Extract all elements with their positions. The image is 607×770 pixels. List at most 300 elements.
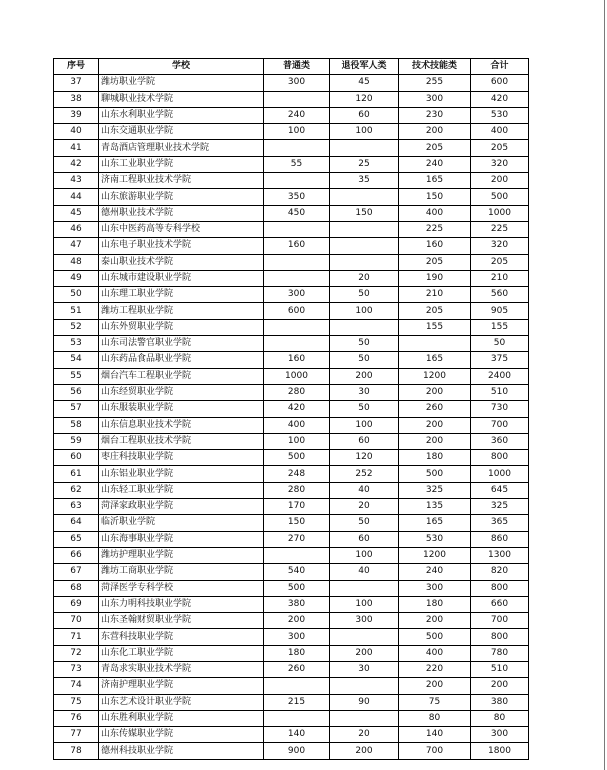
header-index: 序号 bbox=[54, 59, 99, 75]
cell-index: 59 bbox=[54, 433, 99, 449]
cell-technical: 165 bbox=[399, 173, 471, 189]
cell-index: 68 bbox=[54, 580, 99, 596]
cell-school: 山东艺术设计职业学院 bbox=[99, 694, 264, 710]
cell-total: 800 bbox=[471, 629, 529, 645]
cell-index: 56 bbox=[54, 384, 99, 400]
cell-general bbox=[264, 91, 330, 107]
cell-general bbox=[264, 254, 330, 270]
header-school: 学校 bbox=[99, 59, 264, 75]
cell-total: 510 bbox=[471, 661, 529, 677]
table-row bbox=[54, 303, 529, 319]
cell-index: 70 bbox=[54, 613, 99, 629]
cell-index: 64 bbox=[54, 515, 99, 531]
cell-veterans: 300 bbox=[330, 613, 399, 629]
cell-technical: 200 bbox=[399, 433, 471, 449]
cell-veterans bbox=[330, 238, 399, 254]
cell-technical: 300 bbox=[399, 580, 471, 596]
cell-general: 140 bbox=[264, 727, 330, 743]
cell-index: 46 bbox=[54, 221, 99, 237]
cell-total: 320 bbox=[471, 238, 529, 254]
cell-index: 63 bbox=[54, 499, 99, 515]
cell-general: 500 bbox=[264, 450, 330, 466]
cell-general: 300 bbox=[264, 287, 330, 303]
cell-technical: 300 bbox=[399, 91, 471, 107]
table-body bbox=[54, 75, 529, 759]
cell-index: 76 bbox=[54, 710, 99, 726]
table-row bbox=[54, 482, 529, 498]
cell-school: 潍坊护理职业学院 bbox=[99, 547, 264, 563]
cell-technical: 225 bbox=[399, 221, 471, 237]
cell-general: 380 bbox=[264, 596, 330, 612]
cell-general bbox=[264, 547, 330, 563]
cell-index: 52 bbox=[54, 319, 99, 335]
cell-total: 1800 bbox=[471, 743, 529, 759]
cell-veterans: 50 bbox=[330, 287, 399, 303]
cell-veterans bbox=[330, 678, 399, 694]
table-row bbox=[54, 270, 529, 286]
cell-veterans: 100 bbox=[330, 547, 399, 563]
cell-veterans: 40 bbox=[330, 482, 399, 498]
cell-total: 205 bbox=[471, 140, 529, 156]
cell-general bbox=[264, 336, 330, 352]
cell-technical: 400 bbox=[399, 205, 471, 221]
cell-index: 69 bbox=[54, 596, 99, 612]
page-edge-line bbox=[604, 0, 605, 770]
cell-school: 泰山职业技术学院 bbox=[99, 254, 264, 270]
cell-veterans: 200 bbox=[330, 368, 399, 384]
cell-veterans: 200 bbox=[330, 645, 399, 661]
cell-index: 40 bbox=[54, 124, 99, 140]
cell-school: 山东外贸职业学院 bbox=[99, 319, 264, 335]
cell-school: 山东圣翰财贸职业学院 bbox=[99, 613, 264, 629]
cell-veterans: 25 bbox=[330, 156, 399, 172]
admissions-plan-table bbox=[53, 58, 529, 760]
cell-school: 山东传媒职业学院 bbox=[99, 727, 264, 743]
cell-total: 1300 bbox=[471, 547, 529, 563]
cell-technical: 190 bbox=[399, 270, 471, 286]
cell-index: 66 bbox=[54, 547, 99, 563]
cell-veterans: 60 bbox=[330, 107, 399, 123]
cell-technical: 165 bbox=[399, 352, 471, 368]
cell-index: 53 bbox=[54, 336, 99, 352]
header-general: 普通类 bbox=[264, 59, 330, 75]
table-row bbox=[54, 173, 529, 189]
table-header-row bbox=[54, 59, 529, 75]
cell-total: 510 bbox=[471, 384, 529, 400]
cell-school: 山东胜利职业学院 bbox=[99, 710, 264, 726]
cell-total: 660 bbox=[471, 596, 529, 612]
cell-index: 45 bbox=[54, 205, 99, 221]
table-row bbox=[54, 417, 529, 433]
table-row bbox=[54, 254, 529, 270]
cell-index: 50 bbox=[54, 287, 99, 303]
cell-index: 71 bbox=[54, 629, 99, 645]
table-row bbox=[54, 287, 529, 303]
cell-veterans: 90 bbox=[330, 694, 399, 710]
cell-index: 43 bbox=[54, 173, 99, 189]
cell-total: 1000 bbox=[471, 466, 529, 482]
cell-total: 400 bbox=[471, 124, 529, 140]
cell-index: 49 bbox=[54, 270, 99, 286]
cell-general bbox=[264, 140, 330, 156]
cell-total: 730 bbox=[471, 401, 529, 417]
cell-general bbox=[264, 710, 330, 726]
table-row bbox=[54, 727, 529, 743]
cell-total: 860 bbox=[471, 531, 529, 547]
table-row bbox=[54, 352, 529, 368]
cell-veterans: 120 bbox=[330, 91, 399, 107]
cell-technical: 150 bbox=[399, 189, 471, 205]
cell-school: 山东司法警官职业学院 bbox=[99, 336, 264, 352]
cell-veterans: 35 bbox=[330, 173, 399, 189]
cell-veterans: 45 bbox=[330, 75, 399, 91]
cell-general: 160 bbox=[264, 238, 330, 254]
cell-index: 55 bbox=[54, 368, 99, 384]
cell-total: 200 bbox=[471, 678, 529, 694]
cell-technical: 1200 bbox=[399, 547, 471, 563]
table-row bbox=[54, 75, 529, 91]
cell-school: 烟台汽车工程职业学院 bbox=[99, 368, 264, 384]
header-total: 合计 bbox=[471, 59, 529, 75]
cell-general: 1000 bbox=[264, 368, 330, 384]
cell-index: 57 bbox=[54, 401, 99, 417]
cell-index: 58 bbox=[54, 417, 99, 433]
cell-total: 800 bbox=[471, 450, 529, 466]
cell-school: 菏泽医学专科学校 bbox=[99, 580, 264, 596]
cell-general bbox=[264, 173, 330, 189]
cell-general: 160 bbox=[264, 352, 330, 368]
cell-general: 420 bbox=[264, 401, 330, 417]
cell-index: 44 bbox=[54, 189, 99, 205]
cell-veterans: 30 bbox=[330, 661, 399, 677]
cell-veterans: 50 bbox=[330, 336, 399, 352]
table-row bbox=[54, 450, 529, 466]
cell-general: 100 bbox=[264, 124, 330, 140]
cell-school: 烟台工程职业技术学院 bbox=[99, 433, 264, 449]
cell-index: 62 bbox=[54, 482, 99, 498]
cell-school: 聊城职业技术学院 bbox=[99, 91, 264, 107]
cell-veterans: 150 bbox=[330, 205, 399, 221]
cell-technical: 200 bbox=[399, 678, 471, 694]
cell-general bbox=[264, 319, 330, 335]
table-row bbox=[54, 661, 529, 677]
cell-index: 74 bbox=[54, 678, 99, 694]
cell-technical: 135 bbox=[399, 499, 471, 515]
cell-general: 215 bbox=[264, 694, 330, 710]
table-row bbox=[54, 384, 529, 400]
cell-index: 61 bbox=[54, 466, 99, 482]
header-technical: 技术技能类 bbox=[399, 59, 471, 75]
cell-general: 540 bbox=[264, 564, 330, 580]
cell-veterans bbox=[330, 319, 399, 335]
cell-veterans: 120 bbox=[330, 450, 399, 466]
cell-total: 820 bbox=[471, 564, 529, 580]
cell-total: 560 bbox=[471, 287, 529, 303]
table-row bbox=[54, 678, 529, 694]
cell-index: 78 bbox=[54, 743, 99, 759]
cell-total: 375 bbox=[471, 352, 529, 368]
cell-total: 1000 bbox=[471, 205, 529, 221]
cell-technical: 155 bbox=[399, 319, 471, 335]
table-row bbox=[54, 743, 529, 759]
cell-school: 临沂职业学院 bbox=[99, 515, 264, 531]
table-row bbox=[54, 710, 529, 726]
table-row bbox=[54, 401, 529, 417]
cell-school: 青岛酒店管理职业技术学院 bbox=[99, 140, 264, 156]
cell-total: 200 bbox=[471, 173, 529, 189]
cell-technical bbox=[399, 336, 471, 352]
cell-veterans bbox=[330, 710, 399, 726]
cell-general: 900 bbox=[264, 743, 330, 759]
cell-school: 山东服装职业学院 bbox=[99, 401, 264, 417]
cell-general: 180 bbox=[264, 645, 330, 661]
cell-general: 600 bbox=[264, 303, 330, 319]
cell-index: 48 bbox=[54, 254, 99, 270]
cell-technical: 160 bbox=[399, 238, 471, 254]
cell-school: 济南工程职业技术学院 bbox=[99, 173, 264, 189]
cell-veterans: 200 bbox=[330, 743, 399, 759]
cell-general: 248 bbox=[264, 466, 330, 482]
cell-technical: 500 bbox=[399, 466, 471, 482]
cell-veterans bbox=[330, 221, 399, 237]
cell-school: 山东经贸职业学院 bbox=[99, 384, 264, 400]
cell-technical: 230 bbox=[399, 107, 471, 123]
cell-total: 365 bbox=[471, 515, 529, 531]
cell-technical: 210 bbox=[399, 287, 471, 303]
cell-index: 65 bbox=[54, 531, 99, 547]
cell-veterans: 100 bbox=[330, 124, 399, 140]
cell-technical: 1200 bbox=[399, 368, 471, 384]
cell-school: 潍坊工商职业学院 bbox=[99, 564, 264, 580]
cell-school: 山东城市建设职业学院 bbox=[99, 270, 264, 286]
cell-index: 67 bbox=[54, 564, 99, 580]
cell-general: 240 bbox=[264, 107, 330, 123]
cell-school: 潍坊工程职业学院 bbox=[99, 303, 264, 319]
cell-index: 54 bbox=[54, 352, 99, 368]
cell-technical: 240 bbox=[399, 564, 471, 580]
table-row bbox=[54, 221, 529, 237]
table-row bbox=[54, 613, 529, 629]
cell-technical: 700 bbox=[399, 743, 471, 759]
cell-veterans: 100 bbox=[330, 596, 399, 612]
cell-school: 枣庄科技职业学院 bbox=[99, 450, 264, 466]
cell-general: 400 bbox=[264, 417, 330, 433]
cell-school: 青岛求实职业技术学院 bbox=[99, 661, 264, 677]
table-row bbox=[54, 156, 529, 172]
cell-school: 山东铝业职业学院 bbox=[99, 466, 264, 482]
cell-index: 41 bbox=[54, 140, 99, 156]
cell-index: 75 bbox=[54, 694, 99, 710]
cell-technical: 200 bbox=[399, 384, 471, 400]
cell-index: 39 bbox=[54, 107, 99, 123]
cell-veterans: 60 bbox=[330, 531, 399, 547]
cell-general: 100 bbox=[264, 433, 330, 449]
cell-general bbox=[264, 221, 330, 237]
cell-veterans: 20 bbox=[330, 499, 399, 515]
table-row bbox=[54, 499, 529, 515]
cell-school: 山东药品食品职业学院 bbox=[99, 352, 264, 368]
cell-general: 150 bbox=[264, 515, 330, 531]
table-row bbox=[54, 205, 529, 221]
cell-general: 300 bbox=[264, 629, 330, 645]
cell-general: 350 bbox=[264, 189, 330, 205]
cell-technical: 200 bbox=[399, 417, 471, 433]
cell-technical: 205 bbox=[399, 254, 471, 270]
table-row bbox=[54, 124, 529, 140]
table-row bbox=[54, 368, 529, 384]
cell-school: 山东信息职业技术学院 bbox=[99, 417, 264, 433]
table-row bbox=[54, 531, 529, 547]
cell-technical: 75 bbox=[399, 694, 471, 710]
cell-general: 500 bbox=[264, 580, 330, 596]
cell-veterans: 50 bbox=[330, 352, 399, 368]
cell-technical: 325 bbox=[399, 482, 471, 498]
cell-total: 780 bbox=[471, 645, 529, 661]
cell-total: 210 bbox=[471, 270, 529, 286]
table-row bbox=[54, 694, 529, 710]
cell-total: 320 bbox=[471, 156, 529, 172]
cell-veterans: 30 bbox=[330, 384, 399, 400]
cell-total: 225 bbox=[471, 221, 529, 237]
cell-veterans: 40 bbox=[330, 564, 399, 580]
cell-total: 155 bbox=[471, 319, 529, 335]
cell-total: 2400 bbox=[471, 368, 529, 384]
cell-technical: 530 bbox=[399, 531, 471, 547]
cell-technical: 500 bbox=[399, 629, 471, 645]
cell-general: 260 bbox=[264, 661, 330, 677]
cell-total: 420 bbox=[471, 91, 529, 107]
cell-school: 山东化工职业学院 bbox=[99, 645, 264, 661]
cell-general: 450 bbox=[264, 205, 330, 221]
table-row bbox=[54, 107, 529, 123]
cell-technical: 205 bbox=[399, 303, 471, 319]
cell-technical: 205 bbox=[399, 140, 471, 156]
header-veterans: 退役军人类 bbox=[330, 59, 399, 75]
table-row bbox=[54, 91, 529, 107]
cell-total: 905 bbox=[471, 303, 529, 319]
table-row bbox=[54, 238, 529, 254]
cell-index: 47 bbox=[54, 238, 99, 254]
cell-school: 济南护理职业学院 bbox=[99, 678, 264, 694]
cell-total: 205 bbox=[471, 254, 529, 270]
cell-index: 37 bbox=[54, 75, 99, 91]
cell-veterans: 20 bbox=[330, 727, 399, 743]
table-row bbox=[54, 564, 529, 580]
cell-veterans bbox=[330, 140, 399, 156]
cell-technical: 200 bbox=[399, 613, 471, 629]
table-row bbox=[54, 466, 529, 482]
table-row bbox=[54, 433, 529, 449]
cell-total: 700 bbox=[471, 417, 529, 433]
cell-total: 500 bbox=[471, 189, 529, 205]
cell-school: 山东工业职业学院 bbox=[99, 156, 264, 172]
cell-general bbox=[264, 678, 330, 694]
cell-index: 60 bbox=[54, 450, 99, 466]
cell-total: 360 bbox=[471, 433, 529, 449]
table-row bbox=[54, 629, 529, 645]
cell-school: 山东交通职业学院 bbox=[99, 124, 264, 140]
cell-general bbox=[264, 270, 330, 286]
cell-general: 270 bbox=[264, 531, 330, 547]
cell-school: 山东旅游职业学院 bbox=[99, 189, 264, 205]
cell-total: 800 bbox=[471, 580, 529, 596]
cell-school: 山东中医药高等专科学校 bbox=[99, 221, 264, 237]
table-row bbox=[54, 515, 529, 531]
cell-total: 50 bbox=[471, 336, 529, 352]
table-row bbox=[54, 596, 529, 612]
cell-technical: 165 bbox=[399, 515, 471, 531]
cell-technical: 180 bbox=[399, 450, 471, 466]
cell-technical: 240 bbox=[399, 156, 471, 172]
cell-index: 72 bbox=[54, 645, 99, 661]
cell-total: 300 bbox=[471, 727, 529, 743]
table-row bbox=[54, 336, 529, 352]
cell-total: 380 bbox=[471, 694, 529, 710]
cell-technical: 255 bbox=[399, 75, 471, 91]
cell-veterans: 60 bbox=[330, 433, 399, 449]
cell-general: 55 bbox=[264, 156, 330, 172]
cell-veterans bbox=[330, 629, 399, 645]
cell-veterans: 50 bbox=[330, 515, 399, 531]
cell-general: 300 bbox=[264, 75, 330, 91]
cell-school: 潍坊职业学院 bbox=[99, 75, 264, 91]
cell-technical: 80 bbox=[399, 710, 471, 726]
cell-general: 200 bbox=[264, 613, 330, 629]
cell-technical: 400 bbox=[399, 645, 471, 661]
cell-total: 80 bbox=[471, 710, 529, 726]
cell-school: 东营科技职业学院 bbox=[99, 629, 264, 645]
cell-school: 山东力明科技职业学院 bbox=[99, 596, 264, 612]
cell-index: 77 bbox=[54, 727, 99, 743]
cell-technical: 200 bbox=[399, 124, 471, 140]
table-row bbox=[54, 319, 529, 335]
cell-veterans: 252 bbox=[330, 466, 399, 482]
table-row bbox=[54, 645, 529, 661]
cell-index: 42 bbox=[54, 156, 99, 172]
cell-index: 73 bbox=[54, 661, 99, 677]
cell-school: 菏泽家政职业学院 bbox=[99, 499, 264, 515]
cell-total: 325 bbox=[471, 499, 529, 515]
cell-general: 280 bbox=[264, 482, 330, 498]
cell-school: 山东水利职业学院 bbox=[99, 107, 264, 123]
cell-veterans: 50 bbox=[330, 401, 399, 417]
cell-school: 山东轻工职业学院 bbox=[99, 482, 264, 498]
cell-technical: 260 bbox=[399, 401, 471, 417]
cell-index: 38 bbox=[54, 91, 99, 107]
cell-veterans: 100 bbox=[330, 417, 399, 433]
cell-technical: 140 bbox=[399, 727, 471, 743]
cell-school: 德州科技职业学院 bbox=[99, 743, 264, 759]
table-row bbox=[54, 580, 529, 596]
cell-index: 51 bbox=[54, 303, 99, 319]
cell-general: 170 bbox=[264, 499, 330, 515]
table-row bbox=[54, 140, 529, 156]
cell-veterans: 20 bbox=[330, 270, 399, 286]
cell-total: 645 bbox=[471, 482, 529, 498]
cell-school: 德州职业技术学院 bbox=[99, 205, 264, 221]
cell-general: 280 bbox=[264, 384, 330, 400]
cell-school: 山东电子职业技术学院 bbox=[99, 238, 264, 254]
cell-school: 山东海事职业学院 bbox=[99, 531, 264, 547]
cell-veterans bbox=[330, 580, 399, 596]
cell-veterans bbox=[330, 189, 399, 205]
cell-school: 山东理工职业学院 bbox=[99, 287, 264, 303]
table-row bbox=[54, 189, 529, 205]
cell-technical: 220 bbox=[399, 661, 471, 677]
cell-technical: 180 bbox=[399, 596, 471, 612]
cell-total: 600 bbox=[471, 75, 529, 91]
table-row bbox=[54, 547, 529, 563]
